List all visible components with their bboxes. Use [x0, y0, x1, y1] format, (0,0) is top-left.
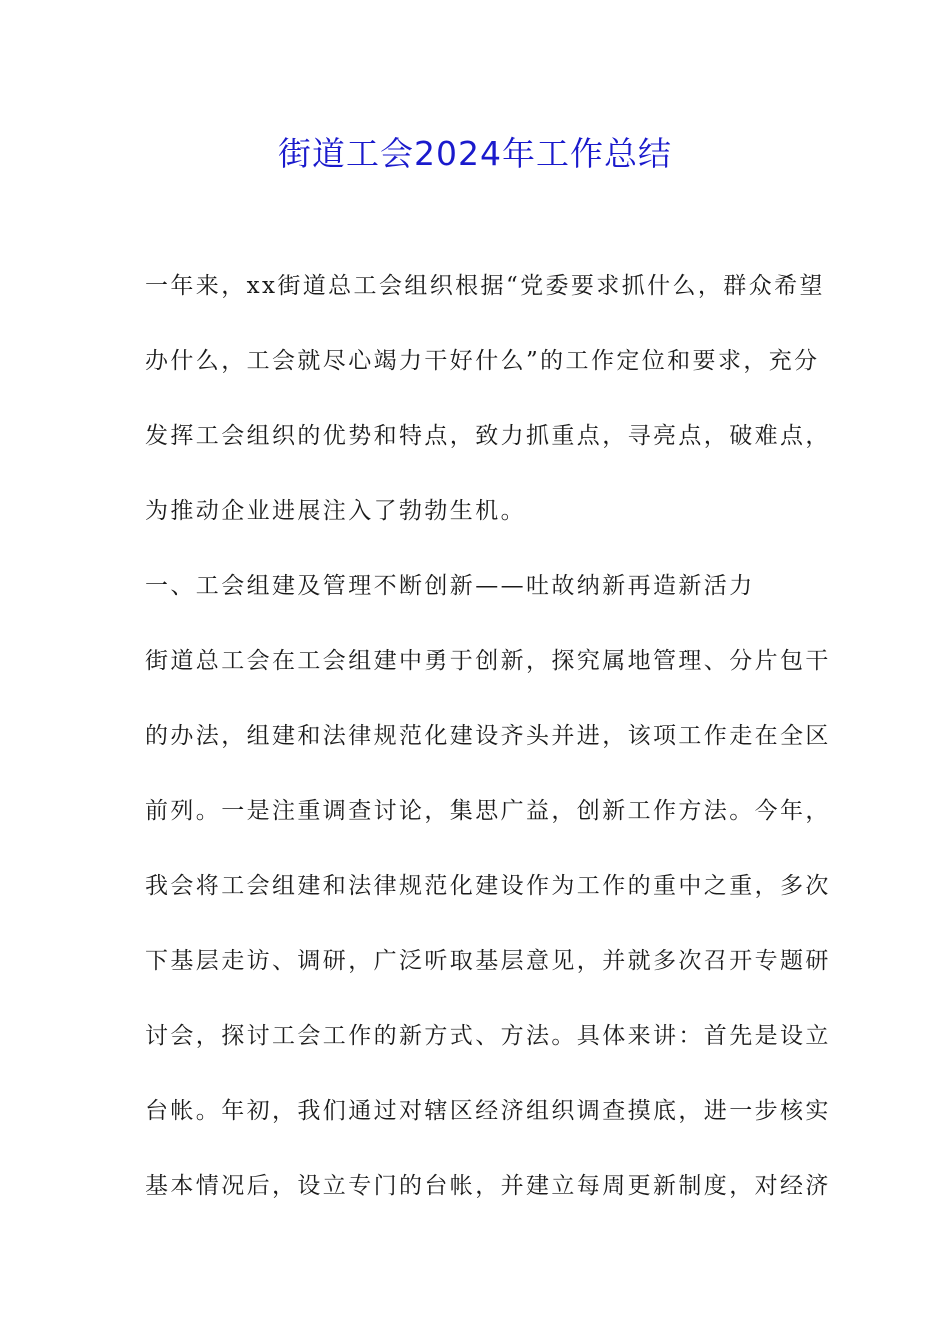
- document-body: [145, 264, 831, 1239]
- section-heading: 一、工会组建及管理不断创新——吐故纳新再造新活力: [145, 573, 755, 599]
- paragraph-line: 讨会，探讨工会工作的新方式、方法。具体来讲：首先是设立: [145, 1023, 831, 1049]
- paragraph-line: 基本情况后，设立专门的台帐，并建立每周更新制度，对经济: [145, 1173, 831, 1199]
- paragraph-line: 下基层走访、调研，广泛听取基层意见，并就多次召开专题研: [145, 948, 831, 974]
- paragraph-line: 一年来，xx街道总工会组织根据“党委要求抓什么，群众希望: [145, 273, 825, 299]
- paragraph-line: 办什么，工会就尽心竭力干好什么”的工作定位和要求，充分: [145, 348, 820, 374]
- paragraph-line: 的办法，组建和法律规范化建设齐头并进，该项工作走在全区: [145, 723, 831, 749]
- paragraph-line: 为推动企业进展注入了勃勃生机。: [145, 498, 526, 524]
- document-title: 街道工会2024年工作总结: [278, 134, 672, 173]
- paragraph-line: 街道总工会在工会组建中勇于创新，探究属地管理、分片包干: [145, 648, 831, 674]
- paragraph-line: 发挥工会组织的优势和特点，致力抓重点，寻亮点，破难点，: [145, 423, 831, 449]
- paragraph-line: 我会将工会组建和法律规范化建设作为工作的重中之重，多次: [145, 873, 831, 899]
- paragraph-line: 前列。一是注重调查讨论，集思广益，创新工作方法。今年，: [145, 798, 831, 824]
- paragraph-line: 台帐。年初，我们通过对辖区经济组织调查摸底，进一步核实: [145, 1098, 831, 1124]
